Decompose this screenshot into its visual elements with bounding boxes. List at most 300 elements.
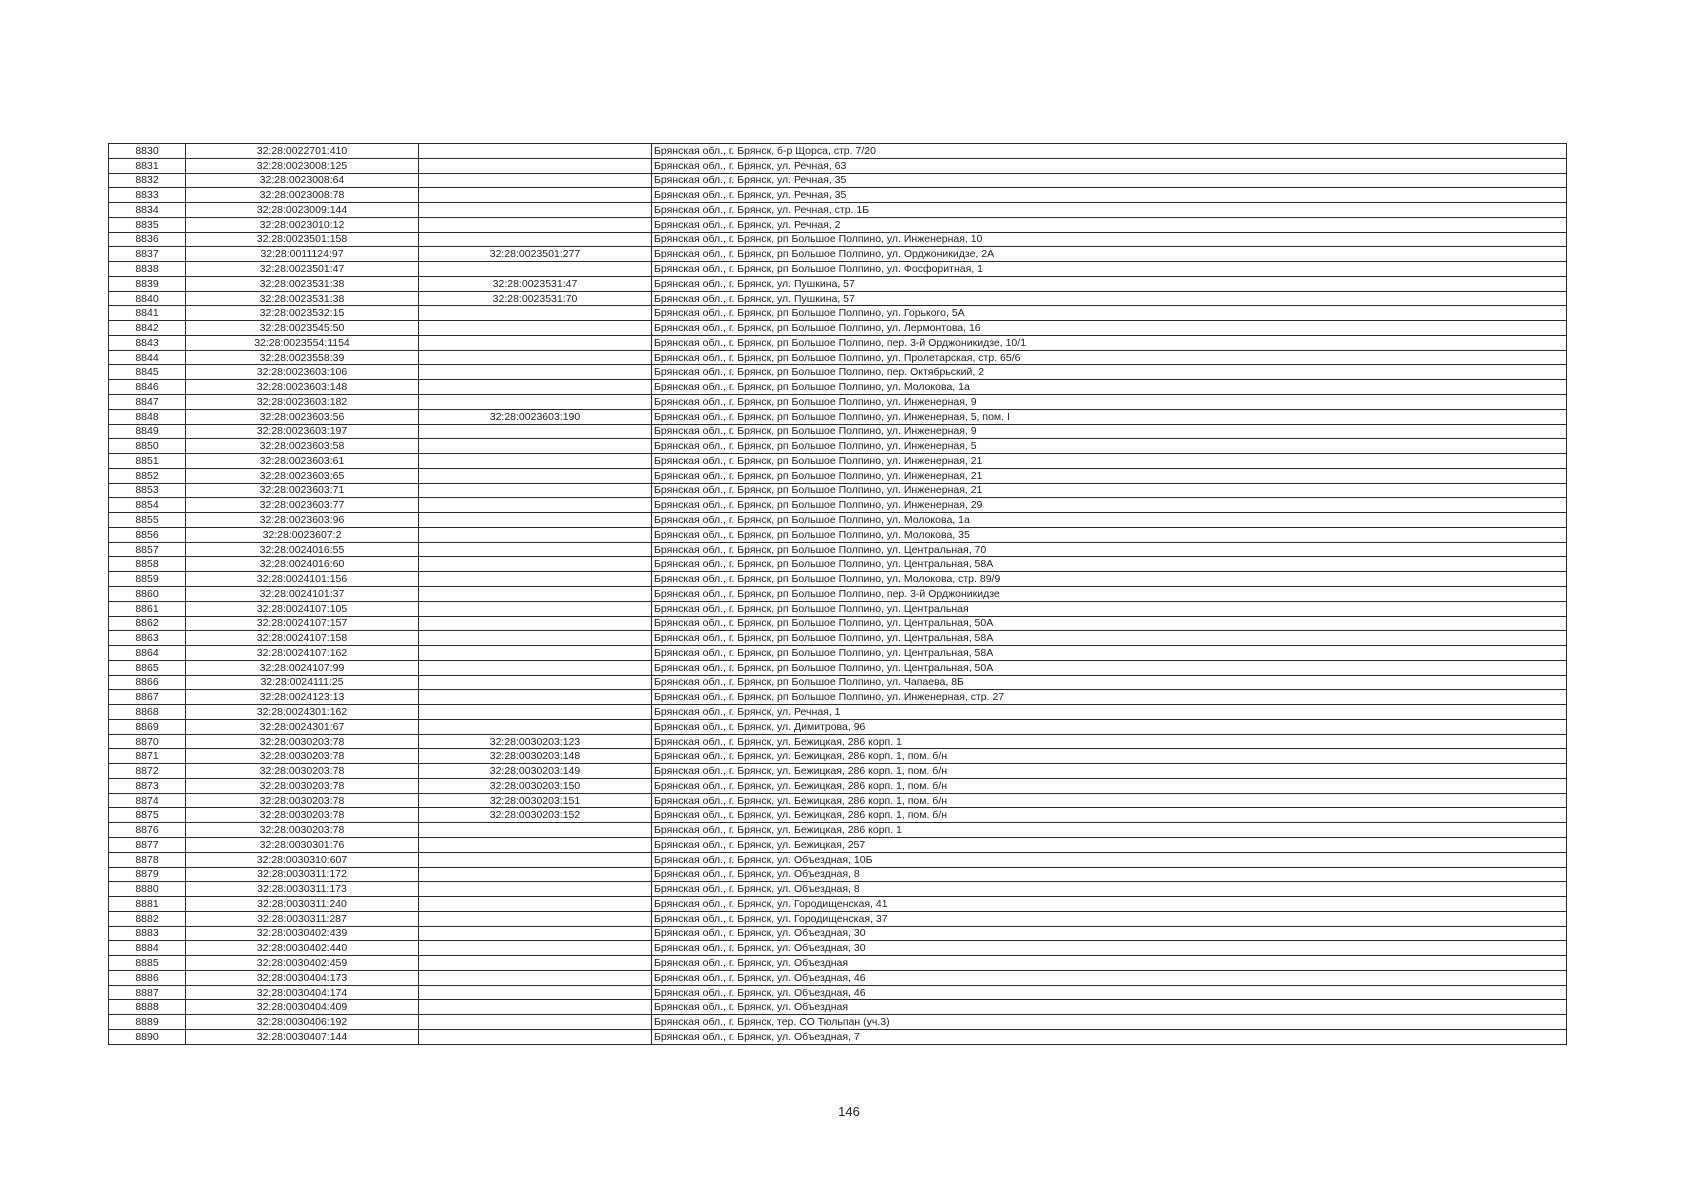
address-cell: Брянская обл., г. Брянск, рп Большое Полпино, ул. Центральная — [652, 601, 1567, 616]
related-cadastral-number-cell — [419, 572, 652, 587]
related-cadastral-number-cell — [419, 527, 652, 542]
address-cell: Брянская обл., г. Брянск, рп Большое Полпино, ул. Молокова, 1а — [652, 513, 1567, 528]
related-cadastral-number-cell — [419, 557, 652, 572]
row-number-cell: 8868 — [109, 705, 186, 720]
row-number-cell: 8840 — [109, 291, 186, 306]
table-row — [109, 557, 1567, 572]
address-cell: Брянская обл., г. Брянск, ул. Бежицкая, 286 корп. 1 — [652, 823, 1567, 838]
related-cadastral-number-cell — [419, 1015, 652, 1030]
row-number-cell: 8872 — [109, 764, 186, 779]
address-cell: Брянская обл., г. Брянск, рп Большое Полпино, ул. Молокова, 35 — [652, 527, 1567, 542]
address-cell: Брянская обл., г. Брянск, рп Большое Полпино, ул. Инженерная, 9 — [652, 395, 1567, 410]
cadastral-number-cell: 32:28:0011124:97 — [186, 247, 419, 262]
related-cadastral-number-cell: 32:28:0030203:148 — [419, 749, 652, 764]
cadastral-number-cell: 32:28:0024301:67 — [186, 719, 419, 734]
cadastral-number-cell: 32:28:0023603:77 — [186, 498, 419, 513]
address-cell: Брянская обл., г. Брянск, рп Большое Полпино, ул. Горького, 5А — [652, 306, 1567, 321]
table-row — [109, 395, 1567, 410]
related-cadastral-number-cell — [419, 586, 652, 601]
row-number-cell: 8839 — [109, 276, 186, 291]
cadastral-number-cell: 32:28:0023008:78 — [186, 188, 419, 203]
table-row — [109, 882, 1567, 897]
related-cadastral-number-cell — [419, 911, 652, 926]
row-number-cell: 8880 — [109, 882, 186, 897]
related-cadastral-number-cell: 32:28:0023501:277 — [419, 247, 652, 262]
related-cadastral-number-cell — [419, 454, 652, 469]
cadastral-number-cell: 32:28:0030402:459 — [186, 956, 419, 971]
table-row — [109, 321, 1567, 336]
row-number-cell: 8833 — [109, 188, 186, 203]
address-cell: Брянская обл., г. Брянск, рп Большое Полпино, ул. Центральная, 50А — [652, 616, 1567, 631]
related-cadastral-number-cell — [419, 985, 652, 1000]
cadastral-number-cell: 32:28:0030203:78 — [186, 823, 419, 838]
related-cadastral-number-cell — [419, 631, 652, 646]
row-number-cell: 8884 — [109, 941, 186, 956]
related-cadastral-number-cell — [419, 897, 652, 912]
row-number-cell: 8862 — [109, 616, 186, 631]
related-cadastral-number-cell — [419, 690, 652, 705]
table-row — [109, 675, 1567, 690]
address-cell: Брянская обл., г. Брянск, ул. Бежицкая, 286 корп. 1, пом. б/н — [652, 808, 1567, 823]
related-cadastral-number-cell — [419, 321, 652, 336]
address-cell: Брянская обл., г. Брянск, рп Большое Полпино, ул. Инженерная, 21 — [652, 454, 1567, 469]
address-cell: Брянская обл., г. Брянск, рп Большое Полпино, пер. Октябрьский, 2 — [652, 365, 1567, 380]
table-row — [109, 365, 1567, 380]
row-number-cell: 8832 — [109, 173, 186, 188]
row-number-cell: 8881 — [109, 897, 186, 912]
cadastral-number-cell: 32:28:0030404:173 — [186, 970, 419, 985]
related-cadastral-number-cell: 32:28:0030203:123 — [419, 734, 652, 749]
row-number-cell: 8838 — [109, 262, 186, 277]
cadastral-number-cell: 32:28:0024107:99 — [186, 660, 419, 675]
address-cell: Брянская обл., г. Брянск, ул. Бежицкая, 286 корп. 1 — [652, 734, 1567, 749]
related-cadastral-number-cell — [419, 1029, 652, 1044]
related-cadastral-number-cell — [419, 350, 652, 365]
table-row — [109, 586, 1567, 601]
address-cell: Брянская обл., г. Брянск, ул. Димитрова, 96 — [652, 719, 1567, 734]
cadastral-number-cell: 32:28:0023603:106 — [186, 365, 419, 380]
row-number-cell: 8842 — [109, 321, 186, 336]
table-row — [109, 660, 1567, 675]
table-row — [109, 173, 1567, 188]
table-row — [109, 646, 1567, 661]
related-cadastral-number-cell: 32:28:0030203:150 — [419, 778, 652, 793]
table-row — [109, 335, 1567, 350]
row-number-cell: 8883 — [109, 926, 186, 941]
row-number-cell: 8830 — [109, 144, 186, 159]
table-row — [109, 203, 1567, 218]
address-cell: Брянская обл., г. Брянск, ул. Речная, 35 — [652, 173, 1567, 188]
related-cadastral-number-cell: 32:28:0030203:152 — [419, 808, 652, 823]
address-cell: Брянская обл., г. Брянск, ул. Пушкина, 57 — [652, 291, 1567, 306]
cadastral-number-cell: 32:28:0023603:182 — [186, 395, 419, 410]
table-row — [109, 483, 1567, 498]
related-cadastral-number-cell — [419, 498, 652, 513]
cadastral-number-cell: 32:28:0024101:156 — [186, 572, 419, 587]
table-row — [109, 276, 1567, 291]
table-row — [109, 852, 1567, 867]
table-row — [109, 734, 1567, 749]
cadastral-number-cell: 32:28:0030310:607 — [186, 852, 419, 867]
cadastral-number-cell: 32:28:0030404:174 — [186, 985, 419, 1000]
table-row — [109, 409, 1567, 424]
address-cell: Брянская обл., г. Брянск, ул. Объездная, 8 — [652, 867, 1567, 882]
address-cell: Брянская обл., г. Брянск, ул. Объездная — [652, 956, 1567, 971]
related-cadastral-number-cell — [419, 646, 652, 661]
table-row — [109, 764, 1567, 779]
row-number-cell: 8857 — [109, 542, 186, 557]
related-cadastral-number-cell — [419, 395, 652, 410]
table-row — [109, 985, 1567, 1000]
cadastral-number-cell: 32:28:0024016:60 — [186, 557, 419, 572]
row-number-cell: 8875 — [109, 808, 186, 823]
row-number-cell: 8856 — [109, 527, 186, 542]
table-row — [109, 749, 1567, 764]
related-cadastral-number-cell: 32:28:0030203:151 — [419, 793, 652, 808]
related-cadastral-number-cell — [419, 365, 652, 380]
table-row — [109, 616, 1567, 631]
address-cell: Брянская обл., г. Брянск, рп Большое Полпино, ул. Центральная, 58А — [652, 646, 1567, 661]
address-cell: Брянская обл., г. Брянск, рп Большое Полпино, ул. Инженерная, 5, пом. I — [652, 409, 1567, 424]
table-row — [109, 513, 1567, 528]
address-cell: Брянская обл., г. Брянск, ул. Речная, 35 — [652, 188, 1567, 203]
related-cadastral-number-cell — [419, 970, 652, 985]
row-number-cell: 8847 — [109, 395, 186, 410]
related-cadastral-number-cell: 32:28:0023531:70 — [419, 291, 652, 306]
related-cadastral-number-cell — [419, 173, 652, 188]
related-cadastral-number-cell — [419, 513, 652, 528]
table-row — [109, 941, 1567, 956]
address-cell: Брянская обл., г. Брянск, ул. Пушкина, 57 — [652, 276, 1567, 291]
address-cell: Брянская обл., г. Брянск, ул. Объездная, 30 — [652, 941, 1567, 956]
address-cell: Брянская обл., г. Брянск, ул. Объездная — [652, 1000, 1567, 1015]
row-number-cell: 8886 — [109, 970, 186, 985]
table-row — [109, 424, 1567, 439]
cadastral-number-cell: 32:28:0023010:12 — [186, 217, 419, 232]
table-row — [109, 926, 1567, 941]
address-cell: Брянская обл., г. Брянск, рп Большое Полпино, ул. Инженерная, 21 — [652, 483, 1567, 498]
row-number-cell: 8874 — [109, 793, 186, 808]
table-row — [109, 823, 1567, 838]
address-cell: Брянская обл., г. Брянск, ул. Объездная, 7 — [652, 1029, 1567, 1044]
address-cell: Брянская обл., г. Брянск, рп Большое Полпино, ул. Лермонтова, 16 — [652, 321, 1567, 336]
address-cell: Брянская обл., г. Брянск, рп Большое Полпино, пер. 3-й Орджоникидзе, 10/1 — [652, 335, 1567, 350]
row-number-cell: 8855 — [109, 513, 186, 528]
row-number-cell: 8865 — [109, 660, 186, 675]
cadastral-number-cell: 32:28:0030301:76 — [186, 837, 419, 852]
row-number-cell: 8858 — [109, 557, 186, 572]
cadastral-number-cell: 32:28:0023603:58 — [186, 439, 419, 454]
table-row — [109, 439, 1567, 454]
related-cadastral-number-cell — [419, 616, 652, 631]
address-cell: Брянская обл., г. Брянск, рп Большое Полпино, ул. Центральная, 58А — [652, 631, 1567, 646]
table-row — [109, 158, 1567, 173]
row-number-cell: 8877 — [109, 837, 186, 852]
related-cadastral-number-cell — [419, 424, 652, 439]
address-cell: Брянская обл., г. Брянск, б-р Щорса, стр. 7/20 — [652, 144, 1567, 159]
row-number-cell: 8890 — [109, 1029, 186, 1044]
row-number-cell: 8852 — [109, 468, 186, 483]
table-row — [109, 837, 1567, 852]
row-number-cell: 8835 — [109, 217, 186, 232]
row-number-cell: 8861 — [109, 601, 186, 616]
table-row — [109, 1015, 1567, 1030]
address-cell: Брянская обл., г. Брянск, рп Большое Полпино, ул. Инженерная, 21 — [652, 468, 1567, 483]
table-body — [109, 144, 1567, 1045]
row-number-cell: 8873 — [109, 778, 186, 793]
table-row — [109, 808, 1567, 823]
address-cell: Брянская обл., г. Брянск, тер. СО Тюльпан (уч.3) — [652, 1015, 1567, 1030]
row-number-cell: 8859 — [109, 572, 186, 587]
related-cadastral-number-cell — [419, 188, 652, 203]
table-row — [109, 217, 1567, 232]
table-row — [109, 527, 1567, 542]
cadastral-number-cell: 32:28:0023558:39 — [186, 350, 419, 365]
address-cell: Брянская обл., г. Брянск, ул. Городищенская, 37 — [652, 911, 1567, 926]
cadastral-number-cell: 32:28:0030311:287 — [186, 911, 419, 926]
related-cadastral-number-cell — [419, 705, 652, 720]
related-cadastral-number-cell — [419, 823, 652, 838]
row-number-cell: 8863 — [109, 631, 186, 646]
table-row — [109, 897, 1567, 912]
related-cadastral-number-cell — [419, 335, 652, 350]
related-cadastral-number-cell — [419, 483, 652, 498]
cadastral-number-cell: 32:28:0024016:55 — [186, 542, 419, 557]
table-row — [109, 542, 1567, 557]
cadastral-number-cell: 32:28:0024107:162 — [186, 646, 419, 661]
cadastral-number-cell: 32:28:0023603:148 — [186, 380, 419, 395]
address-cell: Брянская обл., г. Брянск, ул. Речная, 1 — [652, 705, 1567, 720]
related-cadastral-number-cell — [419, 926, 652, 941]
related-cadastral-number-cell — [419, 882, 652, 897]
row-number-cell: 8878 — [109, 852, 186, 867]
cadastral-number-cell: 32:28:0023603:71 — [186, 483, 419, 498]
address-cell: Брянская обл., г. Брянск, рп Большое Полпино, ул. Инженерная, 5 — [652, 439, 1567, 454]
row-number-cell: 8882 — [109, 911, 186, 926]
row-number-cell: 8834 — [109, 203, 186, 218]
cadastral-number-cell: 32:28:0024301:162 — [186, 705, 419, 720]
table-row — [109, 719, 1567, 734]
row-number-cell: 8836 — [109, 232, 186, 247]
row-number-cell: 8841 — [109, 306, 186, 321]
row-number-cell: 8845 — [109, 365, 186, 380]
cadastral-number-cell: 32:28:0023532:15 — [186, 306, 419, 321]
cadastral-number-cell: 32:28:0023501:158 — [186, 232, 419, 247]
cadastral-number-cell: 32:28:0030404:409 — [186, 1000, 419, 1015]
address-cell: Брянская обл., г. Брянск, рп Большое Полпино, ул. Центральная, 58А — [652, 557, 1567, 572]
cadastral-number-cell: 32:28:0024107:158 — [186, 631, 419, 646]
table-row — [109, 911, 1567, 926]
table-row — [109, 498, 1567, 513]
address-cell: Брянская обл., г. Брянск, рп Большое Полпино, ул. Инженерная, 29 — [652, 498, 1567, 513]
table-row — [109, 247, 1567, 262]
address-cell: Брянская обл., г. Брянск, рп Большое Полпино, ул. Центральная, 50А — [652, 660, 1567, 675]
address-cell: Брянская обл., г. Брянск, ул. Бежицкая, 286 корп. 1, пом. б/н — [652, 749, 1567, 764]
related-cadastral-number-cell — [419, 837, 652, 852]
row-number-cell: 8848 — [109, 409, 186, 424]
cadastral-number-cell: 32:28:0023603:197 — [186, 424, 419, 439]
address-cell: Брянская обл., г. Брянск, рп Большое Полпино, ул. Орджоникидзе, 2А — [652, 247, 1567, 262]
row-number-cell: 8888 — [109, 1000, 186, 1015]
address-cell: Брянская обл., г. Брянск, рп Большое Полпино, ул. Центральная, 70 — [652, 542, 1567, 557]
row-number-cell: 8885 — [109, 956, 186, 971]
related-cadastral-number-cell: 32:28:0023531:47 — [419, 276, 652, 291]
cadastral-number-cell: 32:28:0023603:96 — [186, 513, 419, 528]
table-row — [109, 601, 1567, 616]
address-cell: Брянская обл., г. Брянск, рп Большое Полпино, ул. Инженерная, 10 — [652, 232, 1567, 247]
row-number-cell: 8853 — [109, 483, 186, 498]
cadastral-number-cell: 32:28:0030406:192 — [186, 1015, 419, 1030]
row-number-cell: 8844 — [109, 350, 186, 365]
table-row — [109, 970, 1567, 985]
related-cadastral-number-cell: 32:28:0023603:190 — [419, 409, 652, 424]
cadastral-number-cell: 32:28:0023009:144 — [186, 203, 419, 218]
row-number-cell: 8869 — [109, 719, 186, 734]
address-cell: Брянская обл., г. Брянск, рп Большое Полпино, ул. Молокова, 1а — [652, 380, 1567, 395]
cadastral-number-cell: 32:28:0030203:78 — [186, 764, 419, 779]
cadastral-number-cell: 32:28:0023008:64 — [186, 173, 419, 188]
table-row — [109, 291, 1567, 306]
cadastral-number-cell: 32:28:0030311:240 — [186, 897, 419, 912]
related-cadastral-number-cell — [419, 660, 652, 675]
table-row — [109, 705, 1567, 720]
address-cell: Брянская обл., г. Брянск, рп Большое Полпино, ул. Чапаева, 8Б — [652, 675, 1567, 690]
related-cadastral-number-cell — [419, 542, 652, 557]
cadastral-number-cell: 32:28:0023531:38 — [186, 276, 419, 291]
table-row — [109, 350, 1567, 365]
address-cell: Брянская обл., г. Брянск, ул. Объездная, 10Б — [652, 852, 1567, 867]
cadastral-number-cell: 32:28:0022701:410 — [186, 144, 419, 159]
address-cell: Брянская обл., г. Брянск, рп Большое Полпино, ул. Пролетарская, стр. 65/6 — [652, 350, 1567, 365]
cadastral-number-cell: 32:28:0030311:173 — [186, 882, 419, 897]
cadastral-number-cell: 32:28:0024123:13 — [186, 690, 419, 705]
cadastral-number-cell: 32:28:0030203:78 — [186, 808, 419, 823]
cadastral-number-cell: 32:28:0030203:78 — [186, 749, 419, 764]
cadastral-number-cell: 32:28:0023545:50 — [186, 321, 419, 336]
table-row — [109, 306, 1567, 321]
related-cadastral-number-cell — [419, 956, 652, 971]
related-cadastral-number-cell — [419, 719, 652, 734]
address-cell: Брянская обл., г. Брянск, ул. Бежицкая, 257 — [652, 837, 1567, 852]
address-cell: Брянская обл., г. Брянск, ул. Объездная, 30 — [652, 926, 1567, 941]
table-row — [109, 262, 1567, 277]
address-cell: Брянская обл., г. Брянск, рп Большое Полпино, ул. Инженерная, 9 — [652, 424, 1567, 439]
row-number-cell: 8866 — [109, 675, 186, 690]
row-number-cell: 8879 — [109, 867, 186, 882]
row-number-cell: 8876 — [109, 823, 186, 838]
row-number-cell: 8870 — [109, 734, 186, 749]
cadastral-number-cell: 32:28:0030402:439 — [186, 926, 419, 941]
address-cell: Брянская обл., г. Брянск, ул. Бежицкая, 286 корп. 1, пом. б/н — [652, 764, 1567, 779]
cadastral-number-cell: 32:28:0023607:2 — [186, 527, 419, 542]
table-row — [109, 468, 1567, 483]
related-cadastral-number-cell — [419, 439, 652, 454]
address-cell: Брянская обл., г. Брянск, ул. Городищенская, 41 — [652, 897, 1567, 912]
address-cell: Брянская обл., г. Брянск, рп Большое Полпино, ул. Фосфоритная, 1 — [652, 262, 1567, 277]
row-number-cell: 8887 — [109, 985, 186, 1000]
related-cadastral-number-cell — [419, 601, 652, 616]
table-row — [109, 380, 1567, 395]
related-cadastral-number-cell — [419, 203, 652, 218]
cadastral-number-cell: 32:28:0023531:38 — [186, 291, 419, 306]
address-cell: Брянская обл., г. Брянск, рп Большое Полпино, пер. 3-й Орджоникидзе — [652, 586, 1567, 601]
related-cadastral-number-cell — [419, 232, 652, 247]
cadastral-number-cell: 32:28:0023603:65 — [186, 468, 419, 483]
cadastral-number-cell: 32:28:0030402:440 — [186, 941, 419, 956]
row-number-cell: 8843 — [109, 335, 186, 350]
cadastral-number-cell: 32:28:0023008:125 — [186, 158, 419, 173]
related-cadastral-number-cell — [419, 306, 652, 321]
table-row — [109, 188, 1567, 203]
cadastral-number-cell: 32:28:0023501:47 — [186, 262, 419, 277]
cadastral-number-cell: 32:28:0024107:105 — [186, 601, 419, 616]
related-cadastral-number-cell — [419, 217, 652, 232]
row-number-cell: 8831 — [109, 158, 186, 173]
cadastral-number-cell: 32:28:0023603:61 — [186, 454, 419, 469]
table-row — [109, 956, 1567, 971]
address-cell: Брянская обл., г. Брянск, ул. Объездная, 8 — [652, 882, 1567, 897]
cadastral-table — [108, 143, 1567, 1045]
cadastral-number-cell: 32:28:0030203:78 — [186, 793, 419, 808]
address-cell: Брянская обл., г. Брянск, ул. Объездная, 46 — [652, 985, 1567, 1000]
address-cell: Брянская обл., г. Брянск, рп Большое Полпино, ул. Инженерная, стр. 27 — [652, 690, 1567, 705]
row-number-cell: 8850 — [109, 439, 186, 454]
row-number-cell: 8860 — [109, 586, 186, 601]
cadastral-number-cell: 32:28:0023603:56 — [186, 409, 419, 424]
cadastral-number-cell: 32:28:0024101:37 — [186, 586, 419, 601]
address-cell: Брянская обл., г. Брянск, ул. Речная, стр. 1Б — [652, 203, 1567, 218]
row-number-cell: 8871 — [109, 749, 186, 764]
address-cell: Брянская обл., г. Брянск, ул. Речная, 2 — [652, 217, 1567, 232]
table-row — [109, 778, 1567, 793]
row-number-cell: 8846 — [109, 380, 186, 395]
page-number: 146 — [838, 1104, 860, 1119]
table-row — [109, 144, 1567, 159]
cadastral-number-cell: 32:28:0023554:1154 — [186, 335, 419, 350]
table-row — [109, 690, 1567, 705]
cadastral-number-cell: 32:28:0024111:25 — [186, 675, 419, 690]
related-cadastral-number-cell — [419, 380, 652, 395]
related-cadastral-number-cell — [419, 867, 652, 882]
address-cell: Брянская обл., г. Брянск, ул. Бежицкая, 286 корп. 1, пом. б/н — [652, 778, 1567, 793]
related-cadastral-number-cell — [419, 1000, 652, 1015]
table-row — [109, 867, 1567, 882]
related-cadastral-number-cell: 32:28:0030203:149 — [419, 764, 652, 779]
cadastral-number-cell: 32:28:0030407:144 — [186, 1029, 419, 1044]
related-cadastral-number-cell — [419, 468, 652, 483]
related-cadastral-number-cell — [419, 941, 652, 956]
related-cadastral-number-cell — [419, 158, 652, 173]
address-cell: Брянская обл., г. Брянск, ул. Объездная, 46 — [652, 970, 1567, 985]
table-row — [109, 1029, 1567, 1044]
row-number-cell: 8837 — [109, 247, 186, 262]
table-row — [109, 793, 1567, 808]
address-cell: Брянская обл., г. Брянск, ул. Речная, 63 — [652, 158, 1567, 173]
cadastral-number-cell: 32:28:0030203:78 — [186, 734, 419, 749]
table-row — [109, 1000, 1567, 1015]
row-number-cell: 8851 — [109, 454, 186, 469]
cadastral-number-cell: 32:28:0030311:172 — [186, 867, 419, 882]
table-row — [109, 232, 1567, 247]
cadastral-number-cell: 32:28:0024107:157 — [186, 616, 419, 631]
address-cell: Брянская обл., г. Брянск, ул. Бежицкая, 286 корп. 1, пом. б/н — [652, 793, 1567, 808]
related-cadastral-number-cell — [419, 262, 652, 277]
table-row — [109, 572, 1567, 587]
cadastral-number-cell: 32:28:0030203:78 — [186, 778, 419, 793]
row-number-cell: 8889 — [109, 1015, 186, 1030]
table-row — [109, 631, 1567, 646]
table-row — [109, 454, 1567, 469]
